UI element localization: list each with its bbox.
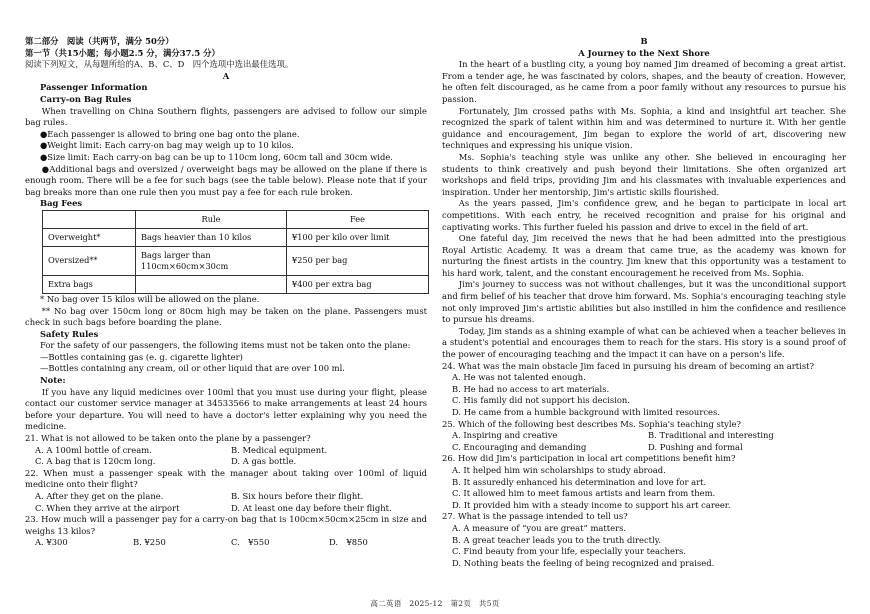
table-header-cell [43,210,136,228]
option-23d[interactable]: D. ¥850 [329,537,368,548]
passage-paragraph: Today, Jim stands as a shining example of what can be achieved when a teacher believes in a student's potential and encourages them to reach for the stars. His story is a sound proof of the power of encouraging teaching and the impact it can have on a person's life. [442,325,846,360]
passage-paragraph: Jim's journey to success was not without challenges, but it was the unconditional support and firm belief of his teacher that drove him forward. Ms. Sophia's encouraging teaching style not only improved Jim's artistic abilities but also instilled in him the confidence and resilience to pursue his dreams. [442,279,846,325]
options-row [25,503,427,515]
option-24d[interactable]: D. He came from a humble background with limited resources. [452,407,720,417]
option-21c[interactable]: C. A bag that is 120cm long. [35,456,156,467]
bag-fees-heading: Bag Fees [40,198,83,209]
instruction: 阅读下列短文，从每题所给的A、B、C、D 四个选项中选出最佳选项。 [25,59,294,70]
table-cell: ¥250 per bag [287,246,429,275]
note-text: If you have any liquid medicines over 100ml that you must use during your flight, please contact our customer service manager at 34533566 to make arrangements at least 24 hours before your departure. You will need to have a doctor's letter explaining why you need the medicine. [25,386,427,432]
right-column [442,36,846,569]
options-row [25,456,427,468]
option-27c[interactable]: C. Find beauty from your life, especially your teachers. [452,546,686,557]
option-23c[interactable]: C. ¥550 [231,537,270,548]
option-22d[interactable]: D. At least one day before their flight. [231,502,392,513]
option-25c[interactable]: C. Encouraging and demanding [452,441,587,452]
option-21a[interactable]: A. A 100ml bottle of cream. [35,444,152,455]
bullet-1: ●Each passenger is allowed to bring one bag onto the plane. [40,128,300,139]
table-cell: Overweight* [43,228,136,246]
options-row [442,442,846,454]
option-21d[interactable]: D. A gas bottle. [231,456,297,467]
note-size: ** No bag over 150cm long or 80cm high may be taken on the plane. Passengers must check in such bags before boarding the plane. [25,305,427,328]
option-24a[interactable]: A. He was not talented enough. [452,372,586,383]
question-21: 21. What is not allowed to be taken onto the plane by a passenger? [25,433,311,444]
note-weight: * No bag over 15 kilos will be allowed on the plane. [40,293,260,304]
table-header-cell: Fee [287,210,429,228]
bullet-2: ●Weight limit: Each carry-on bag may weigh up to 10 kilos. [40,140,294,151]
table-row [43,275,429,293]
bag-fees-table [42,210,429,294]
option-22b[interactable]: B. Six hours before their flight. [231,491,364,501]
option-21b[interactable]: B. Medical equipment. [231,444,328,455]
bullet-4: ●Additional bags and oversized / overweight bags may be allowed on the plane if there is enough room. There will be a fee for such bags (see the table below). Please note that if your bag breaks more than one rule then you must pay a fee for each rule broken. [25,163,427,197]
option-25d[interactable]: D. Pushing and formal [648,441,743,452]
table-cell: ¥100 per kilo over limit [287,228,429,246]
table-row [43,228,429,246]
passage-paragraph: One fateful day, Jim received the news that he had been admitted into the prestigious Royal Artistic Academy. It was a dream that came true, as the academy was known for nurturing the finest artists in the country. Jim knew that this opportunity was a testament to his hard work, talent, and the constant encouragement he received from Ms. Sophia. [442,233,846,278]
passage-paragraph: In the heart of a bustling city, a young boy named Jim dreamed of becoming a great artist. From a tender age, he was fascinated by colors, shapes, and the beauty of creation. However, he often felt discouraged, as he came from a poor family without any resources to pursue his passion. [442,59,846,104]
passage-b-letter: B [640,36,648,46]
table-cell [136,275,287,293]
table-cell: Bags larger than 110cm×60cm×30cm [136,246,287,275]
passage-paragraph: As the years passed, Jim's confidence grew, and he began to participate in local art competitions. With each entry, he received recognition and praise for his original and captivating works. This further fueled his passion and drive to excel in the field of art. [442,198,846,232]
question-24: 24. What was the main obstacle Jim faced in pursuing his dream of becoming an artist? [442,360,814,371]
question-23: 23. How much will a passenger pay for a carry-on bag that is 100cm×50cm×25cm in size and weighs 13 kilos? [25,514,427,536]
option-27b[interactable]: B. A great teacher leads you to the truth directly. [452,534,661,545]
table-cell: ¥400 per extra bag [287,275,429,293]
options-row [25,491,427,503]
option-25a[interactable]: A. Inspiring and creative [452,430,558,441]
option-24c[interactable]: C. His family did not support his decision. [452,395,630,406]
passage-a-title: Passenger Information [40,82,148,93]
option-27d[interactable]: D. Nothing beats the feeling of being recognized and praised. [452,557,715,568]
carry-on-heading: Carry-on Bag Rules [40,93,132,104]
carry-on-intro: When travelling on China Southern flights, passengers are advised to follow our simple bag rules. [25,105,427,128]
note-heading: Note: [40,375,66,386]
option-27a[interactable]: A. A measure of “you are great” matters. [452,522,627,533]
safety-item: —Bottles containing gas (e. g. cigarette lighter) [40,351,243,362]
bullet-3: ●Size limit: Each carry-on bag can be up to 110cm long, 60cm tall and 30cm wide. [40,151,393,162]
option-26b[interactable]: B. It assuredly enhanced his determination and love for art. [452,476,707,487]
passage-paragraph: Fortunately, Jim crossed paths with Ms. Sophia, a kind and insightful art teacher. She recognized the spark of talent within him and was determined to nurture it. With her gentle guidance and encouragement, Jim began to explore the world of art, discovering new techniques and expressing his unique vision. [442,105,846,151]
safety-item: —Bottles containing any cream, oil or other liquid that are over 100 ml. [40,363,345,374]
passage-b-title: A Journey to the Next Shore [578,47,710,58]
section-heading: 第一节（共15小题；每小题2.5 分，满分37.5 分） [25,47,220,58]
question-25: 25. Which of the following best describes Ms. Sophia's teaching style? [442,418,741,429]
option-22c[interactable]: C. When they arrive at the airport [35,502,180,513]
safety-intro: For the safety of our passengers, the following items must not be taken onto the plane: [40,340,411,351]
options-row [25,445,427,457]
table-cell: Oversized** [43,246,136,275]
question-26: 26. How did Jim's participation in local art competitions benefit him? [442,453,736,464]
table-header-row [43,210,429,228]
page-footer: 高二英语 2025-12 第2页 共5页 [370,599,500,608]
option-23a[interactable]: A. ¥300 [35,537,68,548]
table-header-cell: Rule [136,210,287,228]
option-26c[interactable]: C. It allowed him to meet famous artists and learn from them. [452,488,716,499]
options-row [25,537,427,549]
question-22: 22. When must a passenger speak with the manager about taking over 100ml of liquid medicine onto their flight? [25,467,427,490]
option-22a[interactable]: A. After they get on the plane. [35,491,164,501]
option-25b[interactable]: B. Traditional and interesting [648,430,774,441]
passage-paragraph: Ms. Sophia's teaching style was unlike any other. She believed in encouraging her students to think creatively and push beyond their limitations. She often organized art workshops and field trips, providing Jim and his classmates with invaluable experiences and inspiration. Under her mentorship, Jim's artistic skills flourished. [442,151,846,197]
table-row [43,246,429,275]
option-26a[interactable]: A. It helped him win scholarships to study abroad. [452,464,666,475]
option-23b[interactable]: B. ¥250 [133,537,166,548]
option-26d[interactable]: D. It provided him with a steady income to support his art career. [452,499,731,510]
table-cell: Bags heavier than 10 kilos [136,228,287,246]
question-27: 27. What is the passage intended to tell us? [442,511,628,522]
safety-heading: Safety Rules [40,328,99,339]
part-heading: 第二部分 阅读（共两节，满分 50分） [25,36,174,46]
left-column [25,36,427,549]
options-row [442,430,846,442]
table-cell: Extra bags [43,275,136,293]
passage-a-letter: A [222,70,230,81]
option-24b[interactable]: B. He had no access to art materials. [452,383,610,394]
